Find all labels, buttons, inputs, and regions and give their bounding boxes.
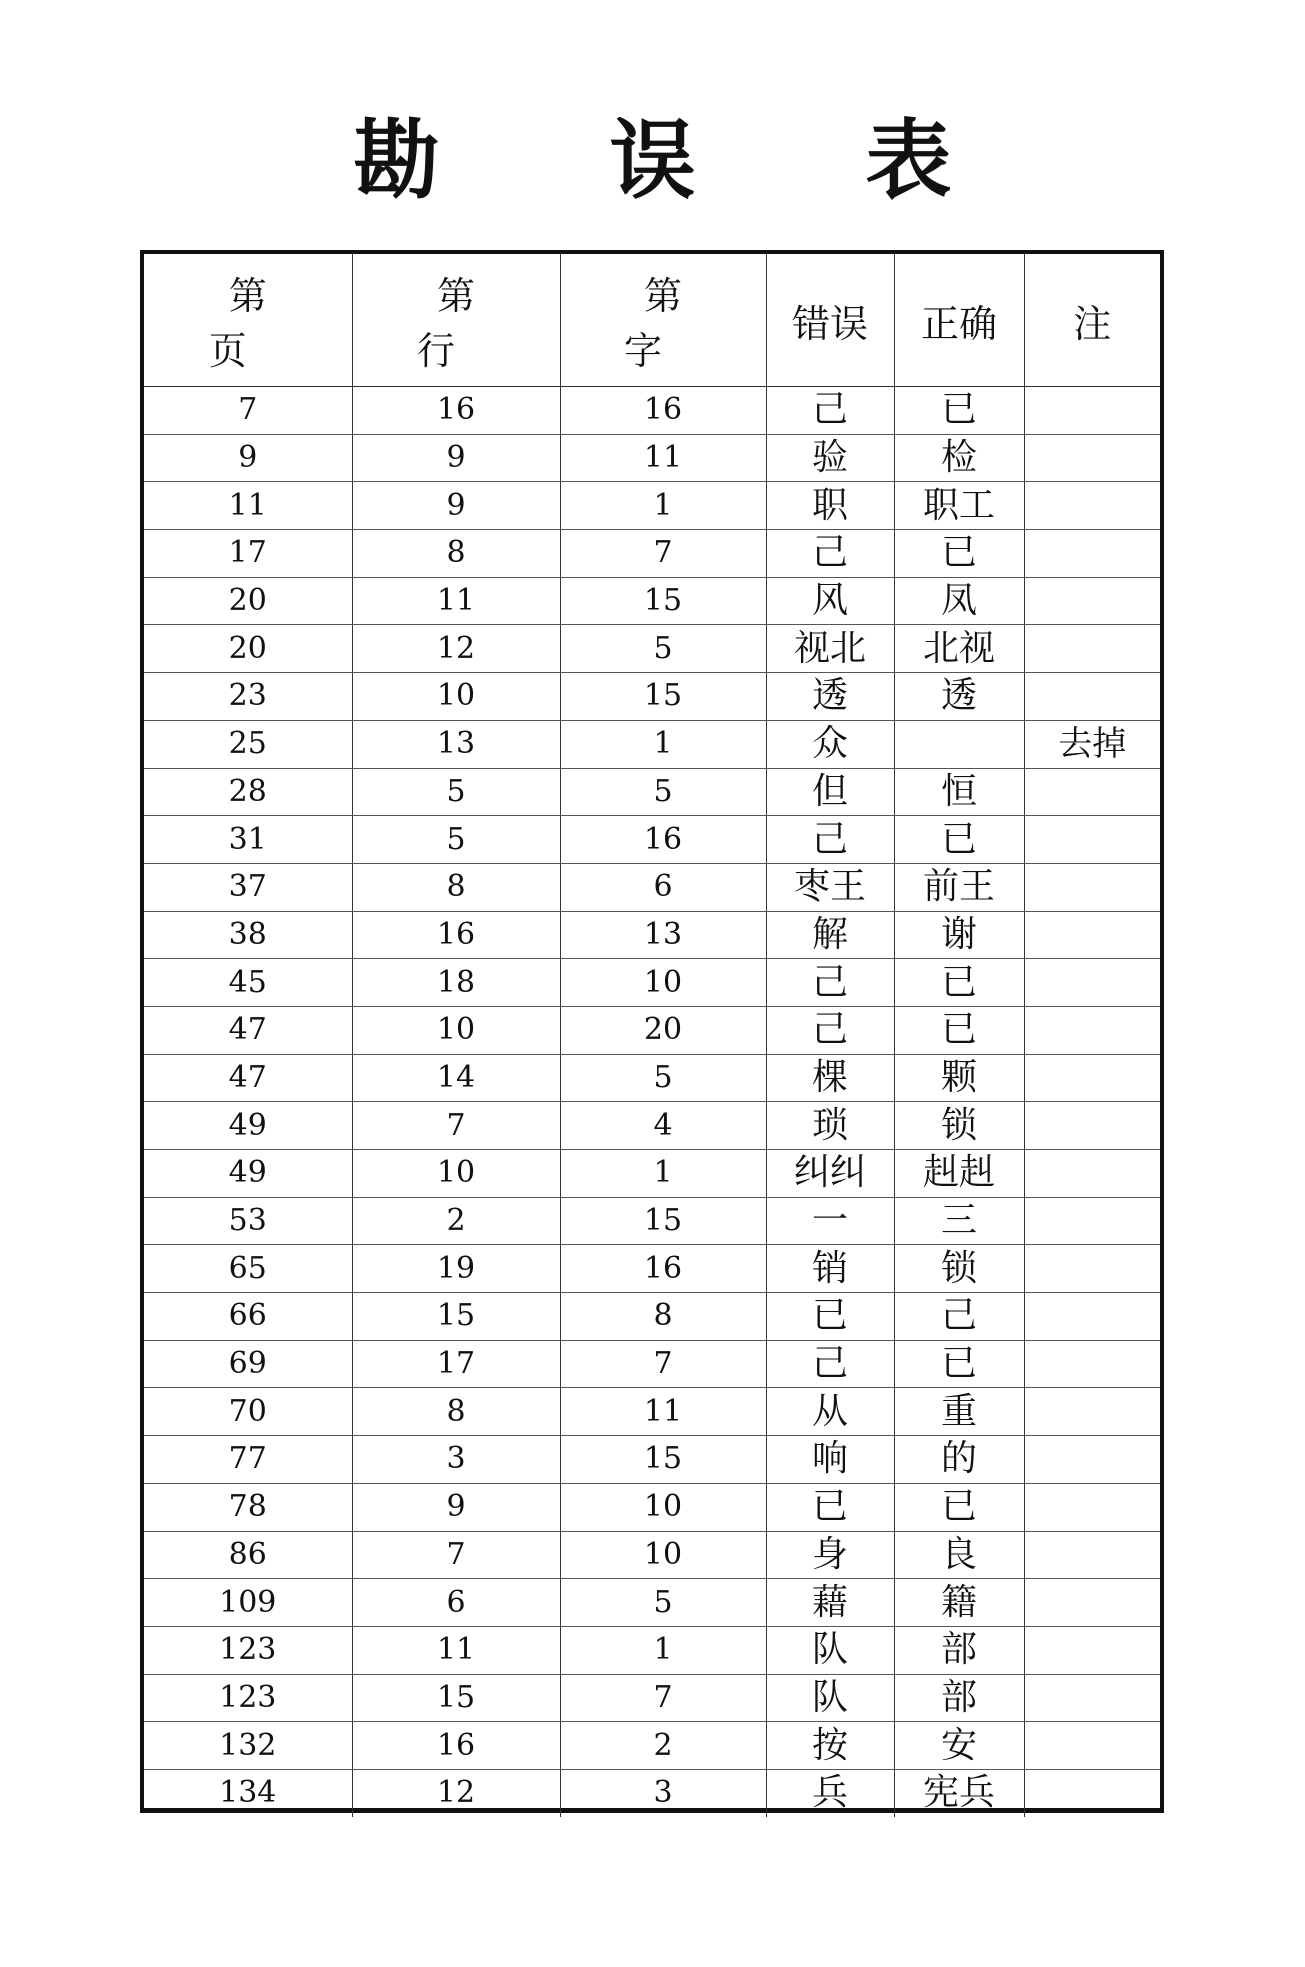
cell-correct: 良 <box>894 1531 1024 1579</box>
cell-page: 123 <box>144 1626 352 1674</box>
header-row <box>144 254 1160 387</box>
cell-correct: 重 <box>894 1388 1024 1436</box>
cell-error: 已 <box>766 1483 894 1531</box>
cell-page: 65 <box>144 1245 352 1293</box>
cell-correct: 已 <box>894 1483 1024 1531</box>
cell-correct: 已 <box>894 959 1024 1007</box>
cell-line: 7 <box>352 1102 560 1150</box>
cell-char: 1 <box>560 1626 766 1674</box>
cell-page: 47 <box>144 1006 352 1054</box>
cell-correct: 谢 <box>894 911 1024 959</box>
table-row <box>144 1340 1160 1388</box>
table-row <box>144 1054 1160 1102</box>
cell-note <box>1024 1102 1160 1150</box>
cell-note <box>1024 1436 1160 1484</box>
table-row <box>144 387 1160 435</box>
table-row <box>144 768 1160 816</box>
cell-char: 7 <box>560 1340 766 1388</box>
table-row <box>144 1722 1160 1770</box>
cell-note <box>1024 1150 1160 1198</box>
cell-error: 视北 <box>766 625 894 673</box>
cell-char: 1 <box>560 482 766 530</box>
header-error: 错误 <box>766 254 894 387</box>
header-correct: 正确 <box>894 254 1024 387</box>
table-row <box>144 1769 1160 1816</box>
cell-line: 10 <box>352 673 560 721</box>
cell-line: 11 <box>352 1626 560 1674</box>
table-row <box>144 863 1160 911</box>
cell-page: 123 <box>144 1674 352 1722</box>
cell-note <box>1024 1769 1160 1816</box>
cell-correct: 已 <box>894 1006 1024 1054</box>
cell-line: 16 <box>352 911 560 959</box>
cell-page: 20 <box>144 625 352 673</box>
cell-correct: 已 <box>894 530 1024 578</box>
cell-line: 10 <box>352 1006 560 1054</box>
table-row <box>144 1293 1160 1341</box>
cell-correct: 部 <box>894 1626 1024 1674</box>
cell-page: 69 <box>144 1340 352 1388</box>
table-row <box>144 1245 1160 1293</box>
cell-correct: 籍 <box>894 1579 1024 1627</box>
cell-line: 16 <box>352 387 560 435</box>
table-row <box>144 482 1160 530</box>
cell-page: 49 <box>144 1150 352 1198</box>
cell-correct: 己 <box>894 1293 1024 1341</box>
cell-note <box>1024 1293 1160 1341</box>
cell-correct: 已 <box>894 387 1024 435</box>
cell-note <box>1024 1483 1160 1531</box>
header-page: 第 页 <box>144 254 352 387</box>
cell-error: 棵 <box>766 1054 894 1102</box>
table-row <box>144 434 1160 482</box>
cell-note <box>1024 1245 1160 1293</box>
cell-note <box>1024 816 1160 864</box>
cell-char: 16 <box>560 387 766 435</box>
cell-error: 职 <box>766 482 894 530</box>
cell-error: 己 <box>766 1006 894 1054</box>
cell-line: 8 <box>352 863 560 911</box>
cell-correct: 前王 <box>894 863 1024 911</box>
cell-error: 响 <box>766 1436 894 1484</box>
cell-note <box>1024 768 1160 816</box>
cell-note <box>1024 1674 1160 1722</box>
cell-error: 己 <box>766 959 894 1007</box>
cell-line: 11 <box>352 577 560 625</box>
table-row <box>144 1150 1160 1198</box>
cell-note <box>1024 625 1160 673</box>
cell-page: 37 <box>144 863 352 911</box>
cell-page: 70 <box>144 1388 352 1436</box>
cell-page: 47 <box>144 1054 352 1102</box>
cell-char: 10 <box>560 1483 766 1531</box>
errata-table <box>144 254 1160 1817</box>
cell-error: 一 <box>766 1197 894 1245</box>
cell-line: 8 <box>352 530 560 578</box>
table-row <box>144 1197 1160 1245</box>
cell-error: 透 <box>766 673 894 721</box>
cell-line: 15 <box>352 1674 560 1722</box>
table-row <box>144 673 1160 721</box>
cell-correct: 的 <box>894 1436 1024 1484</box>
table-row <box>144 577 1160 625</box>
cell-note <box>1024 482 1160 530</box>
cell-page: 25 <box>144 720 352 768</box>
cell-page: 28 <box>144 768 352 816</box>
cell-error: 己 <box>766 387 894 435</box>
cell-page: 23 <box>144 673 352 721</box>
cell-page: 20 <box>144 577 352 625</box>
cell-page: 134 <box>219 1775 277 1811</box>
cell-line: 19 <box>352 1245 560 1293</box>
cell-error: 从 <box>766 1388 894 1436</box>
cell-line: 9 <box>352 482 560 530</box>
cell-correct: 赳赳 <box>894 1150 1024 1198</box>
table-row <box>144 1006 1160 1054</box>
cell-line: 16 <box>352 1722 560 1770</box>
cell-correct: 恒 <box>894 768 1024 816</box>
cell-correct: 部 <box>894 1674 1024 1722</box>
cell-page: 109 <box>144 1579 352 1627</box>
table-row <box>144 1531 1160 1579</box>
cell-note <box>1024 530 1160 578</box>
table-row <box>144 1579 1160 1627</box>
cell-line: 12 <box>352 1769 560 1816</box>
cell-note <box>1024 1626 1160 1674</box>
cell-error: 己 <box>766 816 894 864</box>
cell-page: 86 <box>144 1531 352 1579</box>
cell-note <box>1024 577 1160 625</box>
cell-line: 12 <box>352 625 560 673</box>
cell-char: 7 <box>560 1674 766 1722</box>
cell-line: 3 <box>352 1436 560 1484</box>
cell-error: 己 <box>766 530 894 578</box>
cell-correct: 凤 <box>894 577 1024 625</box>
cell-note <box>1024 1340 1160 1388</box>
cell-line: 13 <box>352 720 560 768</box>
cell-correct: 宪兵 <box>894 1769 1024 1816</box>
cell-correct: 锁 <box>894 1245 1024 1293</box>
cell-char: 13 <box>560 911 766 959</box>
cell-correct: 颗 <box>894 1054 1024 1102</box>
cell-char: 8 <box>560 1293 766 1341</box>
cell-error: 琐 <box>766 1102 894 1150</box>
cell-char: 15 <box>560 1197 766 1245</box>
cell-line: 7 <box>352 1531 560 1579</box>
cell-line: 15 <box>352 1293 560 1341</box>
cell-note <box>1024 673 1160 721</box>
cell-note <box>1024 1006 1160 1054</box>
cell-error: 兵 <box>766 1769 894 1816</box>
cell-line: 6 <box>352 1579 560 1627</box>
cell-char: 5 <box>560 1054 766 1102</box>
cell-line: 14 <box>352 1054 560 1102</box>
cell-char: 16 <box>560 816 766 864</box>
cell-char: 15 <box>560 577 766 625</box>
cell-correct: 三 <box>894 1197 1024 1245</box>
cell-char: 15 <box>560 673 766 721</box>
errata-table-frame <box>140 250 1164 1813</box>
cell-page: 9 <box>144 434 352 482</box>
cell-error: 队 <box>766 1626 894 1674</box>
page-title: 勘 误 表 <box>353 111 1022 211</box>
cell-error: 解 <box>766 911 894 959</box>
cell-page: 31 <box>144 816 352 864</box>
table-row <box>144 1626 1160 1674</box>
cell-note <box>1024 1722 1160 1770</box>
cell-char: 15 <box>560 1436 766 1484</box>
cell-line: 18 <box>352 959 560 1007</box>
cell-note: 去掉 <box>1024 720 1160 768</box>
cell-char: 10 <box>560 1531 766 1579</box>
cell-error: 验 <box>766 434 894 482</box>
cell-page: 78 <box>144 1483 352 1531</box>
table-row <box>144 816 1160 864</box>
cell-char: 1 <box>560 1150 766 1198</box>
cell-page: 132 <box>144 1722 352 1770</box>
cell-error: 枣王 <box>766 863 894 911</box>
cell-char: 3 <box>560 1769 766 1816</box>
cell-line: 2 <box>352 1197 560 1245</box>
cell-char: 5 <box>560 625 766 673</box>
cell-page: 11 <box>144 482 352 530</box>
table-row <box>144 1674 1160 1722</box>
cell-char: 2 <box>560 1722 766 1770</box>
cell-page: 7 <box>144 387 352 435</box>
cell-char: 6 <box>560 863 766 911</box>
cell-error: 但 <box>766 768 894 816</box>
table-row <box>144 1483 1160 1531</box>
cell-line: 9 <box>352 1483 560 1531</box>
cell-note <box>1024 434 1160 482</box>
header-note: 注 <box>1024 254 1160 387</box>
cell-correct: 安 <box>894 1722 1024 1770</box>
header-line: 第 行 <box>352 254 560 387</box>
cell-char: 1 <box>560 720 766 768</box>
cell-error: 风 <box>766 577 894 625</box>
cell-note <box>1024 911 1160 959</box>
cell-error: 纠纠 <box>766 1150 894 1198</box>
table-row <box>144 1436 1160 1484</box>
cell-note <box>1024 959 1160 1007</box>
cell-note <box>1024 1054 1160 1102</box>
cell-error: 身 <box>766 1531 894 1579</box>
cell-char: 7 <box>560 530 766 578</box>
cell-error: 队 <box>766 1674 894 1722</box>
table-row <box>144 911 1160 959</box>
cell-line: 9 <box>352 434 560 482</box>
cell-error: 已 <box>766 1293 894 1341</box>
cell-char: 5 <box>560 1579 766 1627</box>
cell-line: 5 <box>352 816 560 864</box>
cell-note <box>1024 1388 1160 1436</box>
cell-page: 17 <box>144 530 352 578</box>
cell-error: 藉 <box>766 1579 894 1627</box>
table-row <box>144 530 1160 578</box>
cell-note <box>1024 1579 1160 1627</box>
cell-page: 66 <box>144 1293 352 1341</box>
table-row <box>144 1102 1160 1150</box>
cell-char: 4 <box>560 1102 766 1150</box>
cell-error: 众 <box>766 720 894 768</box>
cell-error: 己 <box>766 1340 894 1388</box>
cell-correct: 职工 <box>894 482 1024 530</box>
table-row <box>144 625 1160 673</box>
cell-correct: 北视 <box>894 625 1024 673</box>
cell-char: 16 <box>560 1245 766 1293</box>
cell-correct: 已 <box>894 1340 1024 1388</box>
cell-note <box>1024 1197 1160 1245</box>
cell-line: 5 <box>352 768 560 816</box>
cell-char: 10 <box>560 959 766 1007</box>
cell-note <box>1024 1531 1160 1579</box>
table-row <box>144 1388 1160 1436</box>
cell-correct: 锁 <box>894 1102 1024 1150</box>
errata-rows <box>144 387 1160 1817</box>
table-row <box>144 720 1160 768</box>
cell-char: 11 <box>560 1388 766 1436</box>
cell-error: 销 <box>766 1245 894 1293</box>
cell-page: 49 <box>144 1102 352 1150</box>
cell-correct: 检 <box>894 434 1024 482</box>
cell-char: 5 <box>560 768 766 816</box>
cell-page: 38 <box>144 911 352 959</box>
cell-page: 53 <box>144 1197 352 1245</box>
cell-line: 10 <box>352 1150 560 1198</box>
cell-line: 8 <box>352 1388 560 1436</box>
cell-char: 20 <box>560 1006 766 1054</box>
cell-note <box>1024 863 1160 911</box>
cell-note <box>1024 387 1160 435</box>
cell-char: 11 <box>560 434 766 482</box>
cell-page: 77 <box>144 1436 352 1484</box>
cell-correct: 透 <box>894 673 1024 721</box>
cell-correct <box>894 720 1024 768</box>
cell-error: 按 <box>766 1722 894 1770</box>
cell-line: 17 <box>352 1340 560 1388</box>
header-char: 第 字 <box>560 254 766 387</box>
cell-page: 45 <box>144 959 352 1007</box>
table-row <box>144 959 1160 1007</box>
cell-correct: 已 <box>894 816 1024 864</box>
